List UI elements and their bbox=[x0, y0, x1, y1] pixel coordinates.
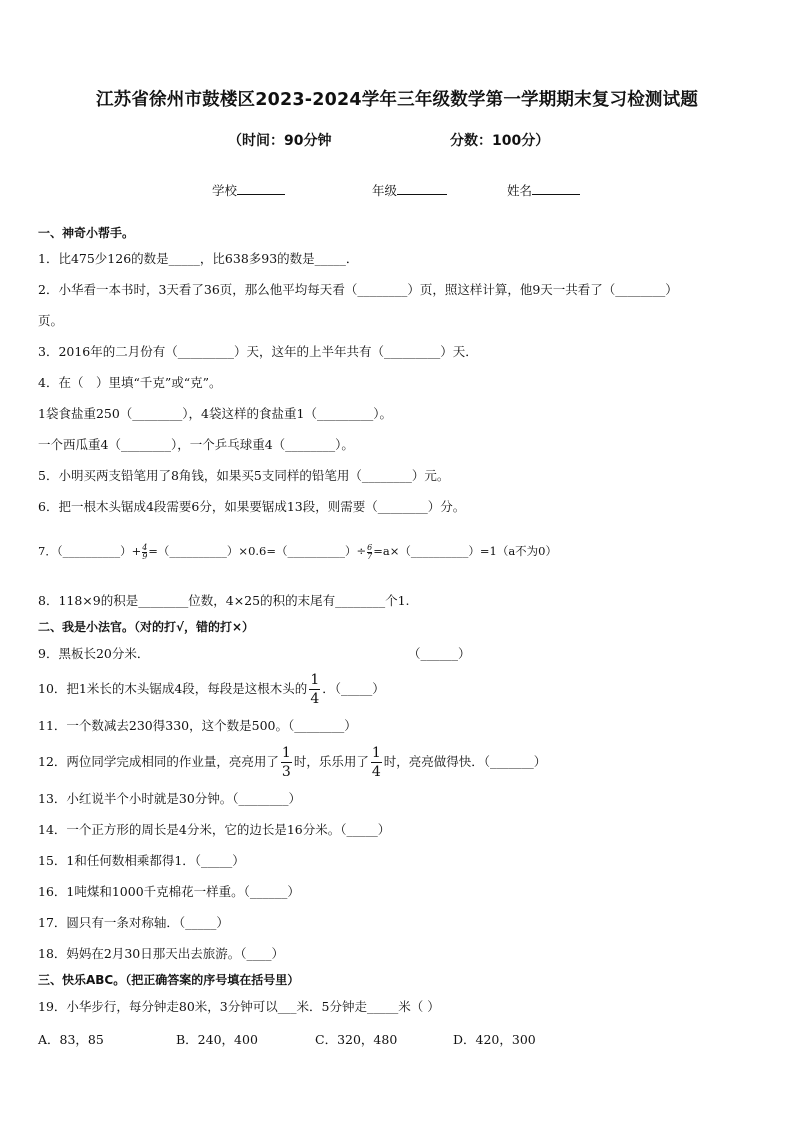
question-13: 13．小红说半个小时就是30分钟。（________） bbox=[38, 791, 302, 806]
question-15: 15．1和任何数相乘都得1．（_____） bbox=[38, 853, 245, 868]
school-field: 学校 bbox=[212, 181, 285, 199]
question-5: 5．小明买两支铅笔用了8角钱，如果买5支同样的铅笔用（________）元。 bbox=[38, 468, 450, 483]
option-b[interactable]: B．240，400 bbox=[176, 1032, 258, 1047]
fraction-1-4-b: $\frac{1}{4}$ bbox=[371, 745, 381, 780]
question-14: 14．一个正方形的周长是4分米，它的边长是16分米。（_____） bbox=[38, 822, 391, 837]
grade-field: 年级 bbox=[372, 181, 447, 199]
fraction-1-4: $\frac{1}{4}$ bbox=[310, 672, 320, 707]
question-9: 9．黑板长20分米． bbox=[38, 646, 150, 661]
option-c[interactable]: C．320，480 bbox=[315, 1032, 398, 1047]
fraction-6-7: $\frac{6}{7}$ bbox=[367, 542, 373, 561]
fraction-1-3: $\frac{1}{3}$ bbox=[281, 745, 291, 780]
section-2-heading: 二、我是小法官。（对的打√，错的打×） bbox=[38, 620, 255, 634]
question-2: 2．小华看一本书时，3天看了36页，那么他平均每天看（________）页，照这样计算，他9天一共看了（________） bbox=[38, 282, 678, 297]
exam-time: （时间：90分钟 bbox=[228, 133, 332, 149]
question-8: 8．118×9的积是________位数，4×25的积的末尾有________个1. bbox=[38, 593, 410, 608]
fraction-4-9: $\frac{4}{9}$ bbox=[142, 542, 148, 561]
section-1-heading: 一、神奇小帮手。 bbox=[38, 226, 135, 240]
question-16: 16．1吨煤和1000千克棉花一样重。（______） bbox=[38, 884, 300, 899]
option-d[interactable]: D．420，300 bbox=[453, 1032, 536, 1047]
name-blank[interactable] bbox=[532, 182, 580, 195]
question-17: 17．圆只有一条对称轴．（_____） bbox=[38, 915, 229, 930]
question-4-line-a: 1袋食盐重250（________），4袋这样的食盐重1（_________）。 bbox=[38, 406, 392, 421]
name-field: 姓名 bbox=[507, 181, 580, 199]
exam-score: 分数：100分） bbox=[450, 133, 550, 149]
question-1: 1．比475少126的数是_____，比638多93的数是_____． bbox=[38, 251, 359, 266]
question-7: 7．（__________）+ $\frac{4}{9}$ =（__________）×0.6=（__________）÷ $\frac{6}{7}$ =a×（__________）=1（a不为0） bbox=[38, 542, 557, 561]
question-4: 4．在（ ）里填“千克”或“克”。 bbox=[38, 375, 222, 390]
question-11: 11．一个数减去230得330，这个数是500。（________） bbox=[38, 718, 357, 733]
question-12: 12．两位同学完成相同的作业量，亮亮用了 $\frac{1}{3}$ 时，乐乐用了 $\frac{1}{4}$ 时，亮亮做得快．（_______） bbox=[38, 745, 547, 780]
question-6: 6．把一根木头锯成4段需要6分，如果要锯成13段，则需要（________）分。 bbox=[38, 499, 466, 514]
question-18: 18．妈妈在2月30日那天出去旅游。（____） bbox=[38, 946, 285, 961]
section-3-heading: 三、快乐ABC。（把正确答案的序号填在括号里） bbox=[38, 973, 300, 987]
question-4-line-b: 一个西瓜重4（________），一个乒乓球重4（________）。 bbox=[38, 437, 354, 452]
grade-blank[interactable] bbox=[397, 182, 447, 195]
option-a[interactable]: A．83，85 bbox=[38, 1032, 104, 1047]
school-blank[interactable] bbox=[237, 182, 285, 195]
question-19: 19．小华步行，每分钟走80米，3分钟可以___米．5分钟走_____米（ ） bbox=[38, 999, 440, 1014]
question-9-answer: （______） bbox=[408, 646, 471, 661]
question-2-cont: 页。 bbox=[38, 313, 64, 328]
question-10: 10．把1米长的木头锯成4段，每段是这根木头的 $\frac{1}{4}$ ．（_____） bbox=[38, 672, 385, 707]
question-3: 3．2016年的二月份有（_________）天，这年的上半年共有（_________）天． bbox=[38, 344, 478, 359]
page-title: 江苏省徐州市鼓楼区2023-2024学年三年级数学第一学期期末复习检测试题 bbox=[95, 90, 699, 110]
